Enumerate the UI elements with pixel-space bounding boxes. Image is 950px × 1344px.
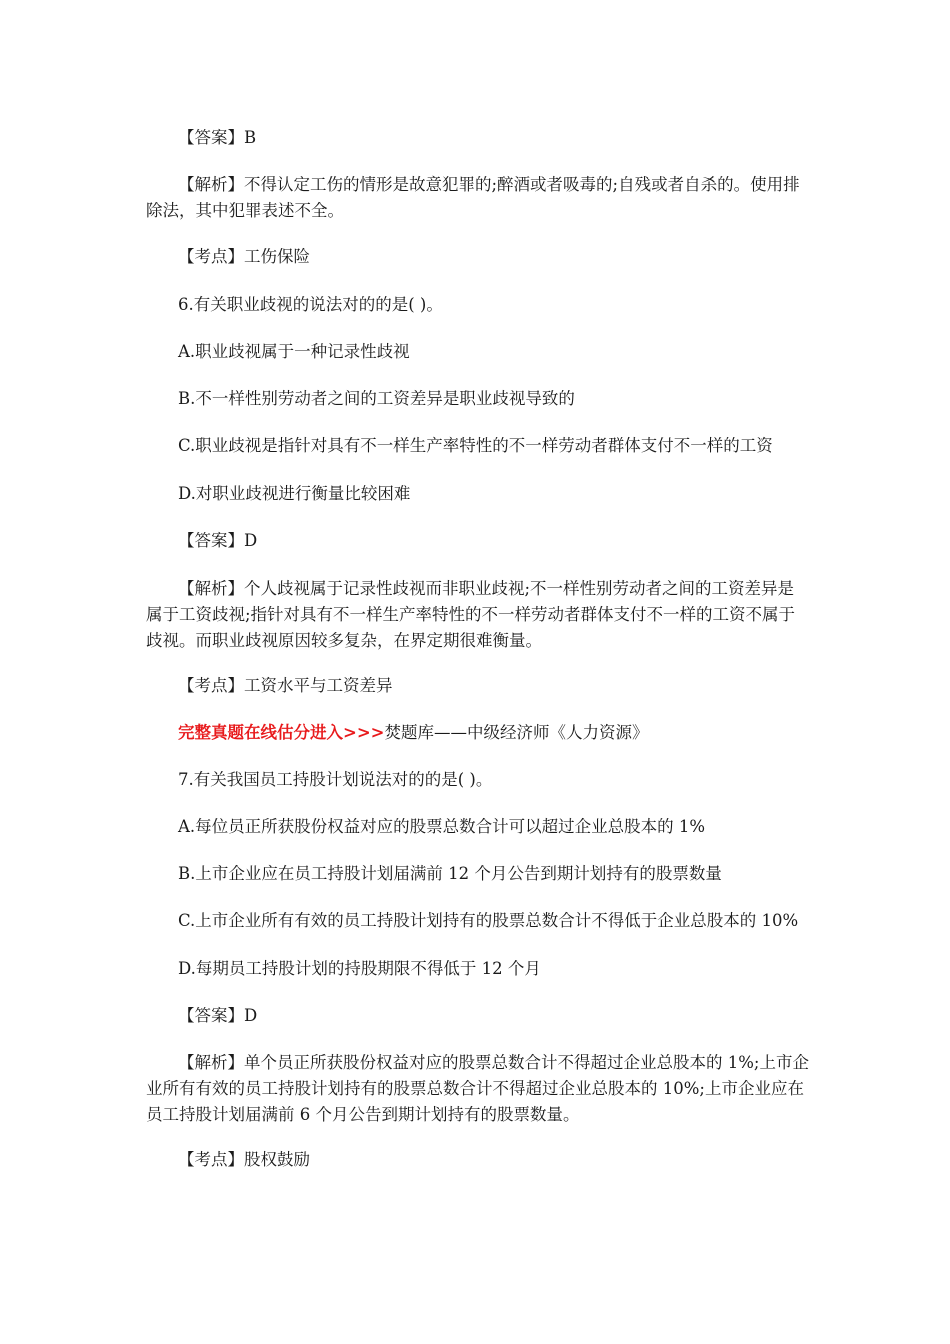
question-6-option-b: B.不一样性别劳动者之间的工资差异是职业歧视导致的: [178, 389, 575, 408]
question-7-option-b: B.上市企业应在员工持股计划届满前 12 个月公告到期计划持有的股票数量: [178, 864, 722, 883]
topic-6: 【考点】工资水平与工资差异: [178, 676, 393, 695]
question-7-option-a: A.每位员正所获股份权益对应的股票总数合计可以超过企业总股本的 1%: [178, 817, 706, 836]
promo-line: [146, 720, 810, 746]
analysis-5: 【解析】不得认定工伤的情形是故意犯罪的;醉酒或者吸毒的;自残或者自杀的。使用排除法，其中犯罪表述不全。: [146, 175, 800, 220]
analysis-7: 【解析】单个员正所获股份权益对应的股票总数合计不得超过企业总股本的 1%;上市企业所有有效的员工持股计划持有的股票总数合计不得超过企业总股本的 10%;上市企业应在员工持股计划届满前 6 个月公告到期计划持有的股票数量。: [146, 1053, 809, 1124]
question-6-option-d: D.对职业歧视进行衡量比较困难: [178, 484, 411, 503]
answer-6: 【答案】D: [178, 531, 258, 550]
question-7-option-d: D.每期员工持股计划的持股期限不得低于 12 个月: [178, 959, 541, 978]
question-6-option-c: C.职业歧视是指针对具有不一样生产率特性的不一样劳动者群体支付不一样的工资: [178, 436, 773, 455]
question-7-stem: 7.有关我国员工持股计划说法对的的是( )。: [178, 770, 493, 789]
analysis-6: 【解析】个人歧视属于记录性歧视而非职业歧视;不一样性别劳动者之间的工资差异是属于工资歧视;指针对具有不一样生产率特性的不一样劳动者群体支付不一样的工资不属于歧视。而职业歧视原因较多复杂，在界定期很难衡量。: [146, 579, 796, 650]
question-6-stem: 6.有关职业歧视的说法对的的是( )。: [178, 295, 443, 314]
question-6-option-a: A.职业歧视属于一种记录性歧视: [178, 342, 410, 361]
promo-link[interactable]: 完整真题在线估分进入>>>: [178, 723, 385, 742]
topic-5: 【考点】工伤保险: [178, 247, 310, 266]
answer-5: 【答案】B: [178, 128, 257, 147]
promo-text: 焚题库——中级经济师《人力资源》: [384, 723, 649, 742]
topic-7: 【考点】股权鼓励: [178, 1150, 310, 1169]
answer-7: 【答案】D: [178, 1006, 258, 1025]
question-7-option-c: C.上市企业所有有效的员工持股计划持有的股票总数合计不得低于企业总股本的 10%: [178, 911, 799, 930]
